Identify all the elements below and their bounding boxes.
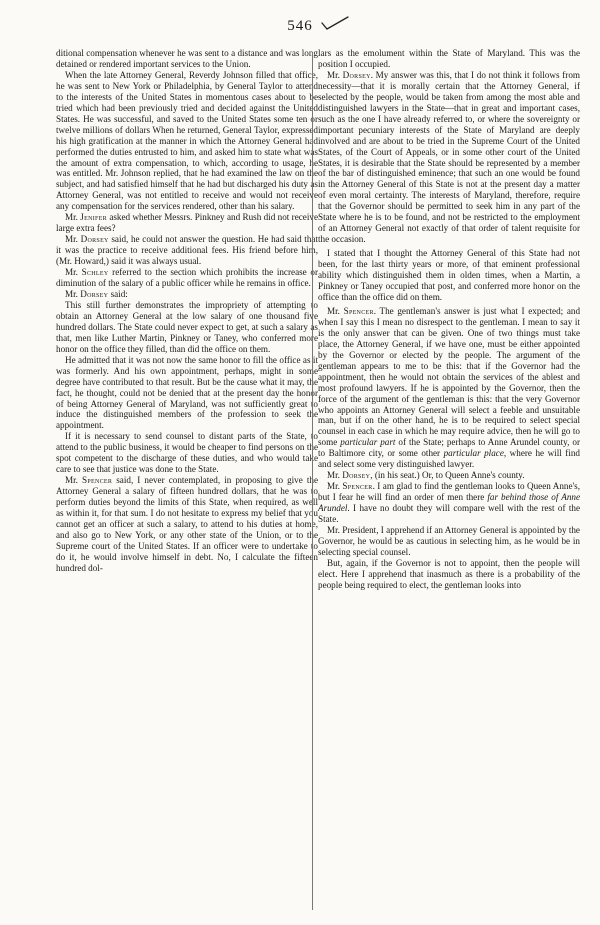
speaker-name: Dorsey [342,470,371,481]
text-run: He admitted that it was not now the same honor to fill the office as it was formerly. And his own appointment, perhaps, might in some degree have contributed to that result. But be the cause what it may, the fact, he thought, could not be denied that at the present day the honor of being Attorney General of Maryland, was not sufficiently great to induce the distinguished members of the profession to seek the appointment. [56,354,318,431]
text-run: Mr. [65,288,81,299]
paragraph [318,470,580,481]
text-run: referred to the section which prohibits the increase or diminution of the salary of a public officer while he remains in office. [56,267,319,289]
text-run: said, he could not answer the question. He had said that it was the practice to receive additional fees. His friend before him, (Mr. Howard,) said it was always usual. [56,234,318,267]
paragraph [318,481,580,525]
speaker-name: Dorsey [80,234,109,245]
text-run: asked whether Messrs. Pinkney and Rush did not receive large extra fees? [56,212,318,234]
paragraph [318,248,580,303]
text-run: When the late Attorney General, Reverdy Johnson filled that office, he was sent to New York or Philadelphia, by General Taylor to attend to the interests of the United States in momentous cases about to be tried which had been previously tried and decided against the United States. He was successful, and saved to the United States some ten or twelve millions of dollars When he returned, General Taylor, expressed his high gratification at the manner in which the Attorney General had performed the duties entrusted to him, and asked him to state what was the amount of extra compensation, to which, according to usage, he was entitled. Mr. Johnson replied, that he had examined the law on the subject, and had satisfied himself that he had but discharged his duty as Attorney General, was not entitled to receive and would not receive any compensation for the services rendered, other than his salary. [56,69,318,212]
text-run: . My answer was this, that I do not think it follows from necessity—that it is morally certain that the Attorney General, if selected by the people, would be taken from among the most able and distinguished lawyers in the State—that in great and important cases, such as the one I have already referred to, or where the sovereignty or important pecuniary interests of the State of Maryland are deeply involved and are about to be tried in the Supreme Court of the United States, of the Court of Appeals, or in some other court of the United States, it is desirable that the State should be represented by a member of the bar of distinguished eminence; that such an one would be found in the Attorney General of this State is not at the present day a matter of even moral certainty. The interests of Maryland, therefore, require that the Governor should be permitted to seek him in any part of the State where he is to be found, and not be restricted to the employment of an Attorney General not exactly of that order of talent requisite for the occasion. [318,69,581,245]
speaker-name: Schley [81,267,109,278]
paragraph [56,234,318,267]
text-run: , where he will find and select some very distinguished lawyer. [318,448,580,470]
text-run: This still further demonstrates the impropriety of attempting to obtain an Attorney General at the low salary of one thousand five hundred dollars. The State could never expect to get, at such a salary as that, men like Luther Martin, Pinkney or Taney, who conferred more honor on the office they filled, than did the office on them. [56,299,318,354]
paragraph [318,306,580,470]
text-run: Mr. [65,234,81,245]
text-run: said, I never contemplated, in proposing to give the Attorney General a salary of fifteen hundred dollars, that he was to perform duties beyond the limits of this State, when required, as well as within it, for that sum. I do not hesitate to express my belief that you cannot get an officer at such a salary, to attend to his duties at home, and also go to New York, or any other state of the Union, or to the Supreme court of the United States. If an officer were to undertake to do it, he would involve himself in debt. No, I calculate the fifteen hundred dol- [56,475,318,573]
page-number: 546 [287,18,313,34]
text-run: lars as the emolument within the State of Maryland. This was the position I occupied. [318,48,580,69]
paragraph [56,48,318,70]
emphasis-text: far behind those of Anne Arundel [318,492,580,514]
emphasis-text: particular place [443,448,504,459]
text-run: . I have no doubt they will compare well with the rest of the State. [318,503,580,525]
emphasis-text: particular part [340,437,396,448]
text-run: Mr. [65,475,82,486]
paragraph [56,431,318,475]
paragraph [318,525,580,558]
paragraph [56,212,318,234]
text-run: ditional compensation whenever he was sent to a distance and was long detained or rendered important services to the Union. [56,48,318,69]
text-run: Mr. [65,267,82,278]
text-run: If it is necessary to send counsel to distant parts of the State, to attend to the public business, it would be cheaper to find persons on the spot competent to the discharge of these duties, and who would take care to see that justice was done to the State. [56,431,318,475]
column-divider [312,52,313,910]
text-run: Mr. [327,481,343,492]
text-run: Mr. [327,470,343,481]
text-run: , (in his seat.) Or, to Queen Anne's county. [370,470,525,481]
paragraph [318,558,580,591]
text-run: Mr. [327,69,343,80]
check-mark-icon [318,14,352,32]
speaker-name: Jenifer [80,212,107,223]
text-run: But, again, if the Governor is not to appoint, then the people will elect. Here I apprehend that inasmuch as there is a probability of the people being required to elect, the gentleman looks into [318,557,580,590]
speaker-name: Spencer [342,481,373,492]
right-column [318,48,580,591]
text-run: Mr. [65,212,81,223]
text-run: said: [108,288,128,299]
paragraph [56,300,318,355]
speaker-name: Spencer [82,475,113,486]
paragraph [318,70,580,245]
text-run: . I am glad to find the gentleman looks to Queen Anne's, but I fear he will find an order of men there [318,481,580,503]
text-run: Mr. [327,305,344,316]
paragraph [56,289,318,300]
text-run: of the State; perhaps to Anne Arundel county, or to Baltimore city, or some other [318,437,580,459]
text-run: Mr. President, I apprehend if an Attorney General is appointed by the Governor, he would be as cautious in selecting him, as he would be in selecting special counsel. [318,524,580,557]
paragraph [318,48,580,70]
speaker-name: Spencer [343,305,374,316]
speaker-name: Dorsey [80,288,109,299]
speaker-name: Dorsey [342,69,371,80]
text-run: . The gentleman's answer is just what I expected; and when I say this I mean no disrespect to the gentleman. I mean to say it is the only answer that can be given. One of two things must take place, the Attorney General, if we have one, must be either appointed by the Governor or elected by the people. The argument of the gentleman appears to me to be this: that if the Governor had the appointment, then he would not obtain the services of the ablest and most profound lawyers. If he is appointed by the Governor, then the force of the argument of the gentleman is this: that the very Governor who appoints an Attorney General will select a feeble and unsuitable man, but if on the other hand, he is to be required to select special counsel in each case in which he may require advice, then he will go to some [318,305,581,448]
paragraph [56,355,318,432]
text-run: I stated that I thought the Attorney General of this State had not been, for the last thirty years or more, of that eminent professional ability which distinguished them in olden times, when a Martin, a Pinkney or Taney occupied that post, and conferred more honor on the office than the office did on them. [318,248,580,302]
paragraph [56,267,318,289]
paragraph [56,475,318,574]
left-column [56,48,318,574]
paragraph [56,70,318,212]
